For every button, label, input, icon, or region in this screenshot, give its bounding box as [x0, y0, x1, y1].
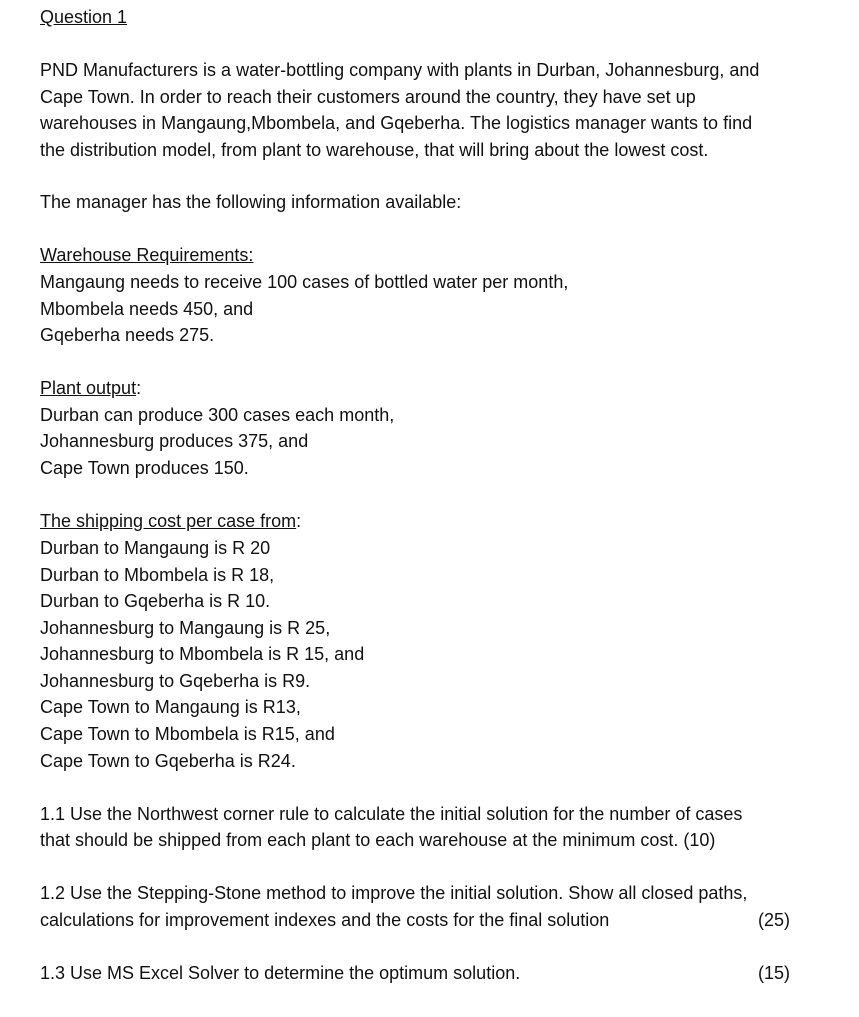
intro-line-2: Cape Town. In order to reach their customers around the country, they have set up: [40, 87, 696, 107]
question-1-3-points: (15): [758, 963, 791, 983]
shipping-line-8: Cape Town to Mbombela is R15, and: [40, 724, 335, 744]
shipping-line-3: Durban to Gqeberha is R 10.: [40, 591, 271, 611]
plant-line-2: Johannesburg produces 375, and: [40, 431, 309, 451]
question-1-1-line-1: 1.1 Use the Northwest corner rule to calculate the initial solution for the number of cases: [40, 804, 743, 824]
shipping-line-6: Johannesburg to Gqeberha is R9.: [40, 671, 311, 691]
warehouse-line-3: Gqeberha needs 275.: [40, 325, 215, 345]
plant-line-3: Cape Town produces 150.: [40, 458, 249, 478]
shipping-line-7: Cape Town to Mangaung is R13,: [40, 697, 301, 717]
intro-line-3: warehouses in Mangaung,Mbombela, and Gqeberha. The logistics manager wants to find: [40, 113, 753, 133]
question-1-2-points: (25): [758, 910, 791, 930]
shipping-heading-text: The shipping cost per case from: [40, 511, 297, 531]
intro-line-1: PND Manufacturers is a water-bottling company with plants in Durban, Johannesburg, and: [40, 60, 760, 80]
shipping-line-1: Durban to Mangaung is R 20: [40, 538, 271, 558]
question-1-1-line-2: that should be shipped from each plant to each warehouse at the minimum cost. (10): [40, 830, 716, 850]
warehouse-line-2: Mbombela needs 450, and: [40, 299, 254, 319]
plant-line-1: Durban can produce 300 cases each month,: [40, 405, 395, 425]
question-1-2-line-1: 1.2 Use the Stepping-Stone method to improve the initial solution. Show all closed paths,: [40, 883, 748, 903]
plant-heading: [40, 377, 141, 399]
plant-heading-text: Plant output: [40, 378, 137, 398]
question-1-3-line-1: 1.3 Use MS Excel Solver to determine the optimum solution.: [40, 963, 521, 983]
plant-heading-colon: :: [136, 378, 142, 398]
shipping-heading: [40, 510, 301, 532]
question-1-2-line-2: calculations for improvement indexes and the costs for the final solution: [40, 910, 610, 930]
shipping-line-4: Johannesburg to Mangaung is R 25,: [40, 618, 331, 638]
shipping-line-5: Johannesburg to Mbombela is R 15, and: [40, 644, 365, 664]
question-title: Question 1: [40, 7, 128, 27]
info-line: The manager has the following information available:: [40, 192, 462, 212]
warehouse-heading: Warehouse Requirements:: [40, 245, 254, 265]
warehouse-line-1: Mangaung needs to receive 100 cases of bottled water per month,: [40, 272, 569, 292]
shipping-heading-colon: :: [296, 511, 302, 531]
shipping-line-2: Durban to Mbombela is R 18,: [40, 565, 275, 585]
shipping-line-9: Cape Town to Gqeberha is R24.: [40, 751, 296, 771]
intro-line-4: the distribution model, from plant to warehouse, that will bring about the lowest cost.: [40, 140, 709, 160]
